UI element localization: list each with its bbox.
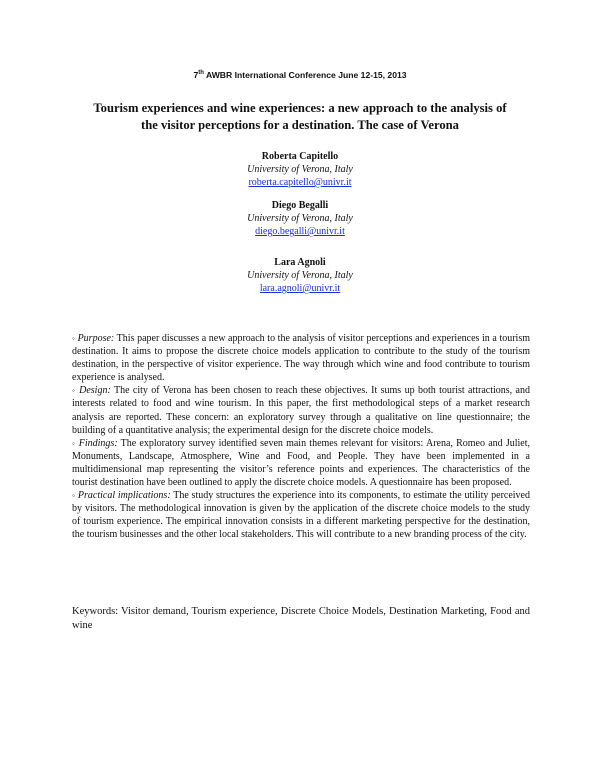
bullet-icon: ◦ bbox=[72, 438, 76, 448]
author-email-link[interactable]: roberta.capitello@univr.it bbox=[248, 177, 352, 188]
author-name: Lara Agnoli bbox=[274, 257, 326, 268]
author-affiliation: University of Verona, Italy bbox=[247, 213, 353, 224]
design-label: Design: bbox=[79, 385, 111, 397]
practical-implications-text: The study structures the experience into its components, to estimate the utility perceived by visitors. The methodological innovation is given by the application of the discrete choice models to the study of tourism experience. The empirical innovation consists in a different marketing perspective for the destination, the tourism businesses and the other local stakeholders. This will contribute to a new branding process of the city. bbox=[72, 490, 530, 541]
conference-name: AWBR International Conference June 12-15, 2013 bbox=[203, 70, 407, 80]
author-affiliation: University of Verona, Italy bbox=[247, 164, 353, 175]
abstract-practical-implications bbox=[72, 489, 530, 541]
author-name: Diego Begalli bbox=[271, 200, 329, 211]
author-block bbox=[0, 256, 600, 295]
author-block bbox=[0, 150, 600, 189]
conference-ordinal-suffix: th bbox=[198, 70, 204, 77]
conference-number: 7 bbox=[193, 70, 199, 80]
author-email-link[interactable]: lara.agnoli@univr.it bbox=[259, 283, 341, 294]
author-affiliation: University of Verona, Italy bbox=[247, 270, 353, 281]
paper-title bbox=[60, 100, 540, 134]
design-text: The city of Verona has been chosen to reach these objectives. It sums up both tourist attractions, and interests related to food and wine tourism. In this paper, the first methodological steps of a market research analysis are reported. These concern: an exploratory survey through a qualitative on line questionnaire; the building of a quantitative analysis; the experimental design for the discrete choice models. bbox=[72, 385, 531, 436]
paper-title-line-1: Tourism experiences and wine experiences: a new approach to the analysis of bbox=[93, 101, 507, 115]
findings-text: The exploratory survey identified seven main themes relevant for visitors: Arena, Romeo and Juliet, Monuments, Landscape, Atmosphere, Wine and Food, and People. They have been implemented in a multidimensional map representing the visitor’s reference points and experiences. The characteristics of the tourist destination have been outlined to apply the discrete choice models. A questionnaire has been proposed. bbox=[72, 437, 530, 489]
bullet-icon: ◦ bbox=[72, 334, 75, 343]
abstract bbox=[72, 332, 530, 542]
findings-label: Findings: bbox=[78, 437, 118, 449]
paper-title-line-2: the visitor perceptions for a destination. The case of Verona bbox=[141, 118, 459, 132]
bullet-icon: ◦ bbox=[72, 386, 76, 396]
purpose-text: This paper discusses a new approach to the analysis of visitor perceptions and experiences in a tourism destination. It aims to propose the discrete choice models application to contribute to the study of the tourism destination, in the perspective of visitor experience. The way through which wine and food contribute to tourism experience is analysed. bbox=[72, 333, 531, 384]
abstract-findings bbox=[72, 437, 530, 489]
author-email-link[interactable]: diego.begalli@univr.it bbox=[255, 226, 345, 237]
purpose-label: Purpose: bbox=[77, 333, 115, 344]
keywords: Keywords: Visitor demand, Tourism experience, Discrete Choice Models, Destination Marketing, Food and wine bbox=[72, 606, 530, 631]
author-name: Roberta Capitello bbox=[261, 151, 339, 162]
abstract-design bbox=[72, 384, 530, 436]
conference-header bbox=[0, 70, 600, 80]
bullet-icon: ◦ bbox=[72, 491, 76, 501]
practical-implications-label: Practical implications: bbox=[77, 490, 171, 502]
abstract-purpose bbox=[72, 332, 530, 384]
author-block bbox=[0, 199, 600, 238]
